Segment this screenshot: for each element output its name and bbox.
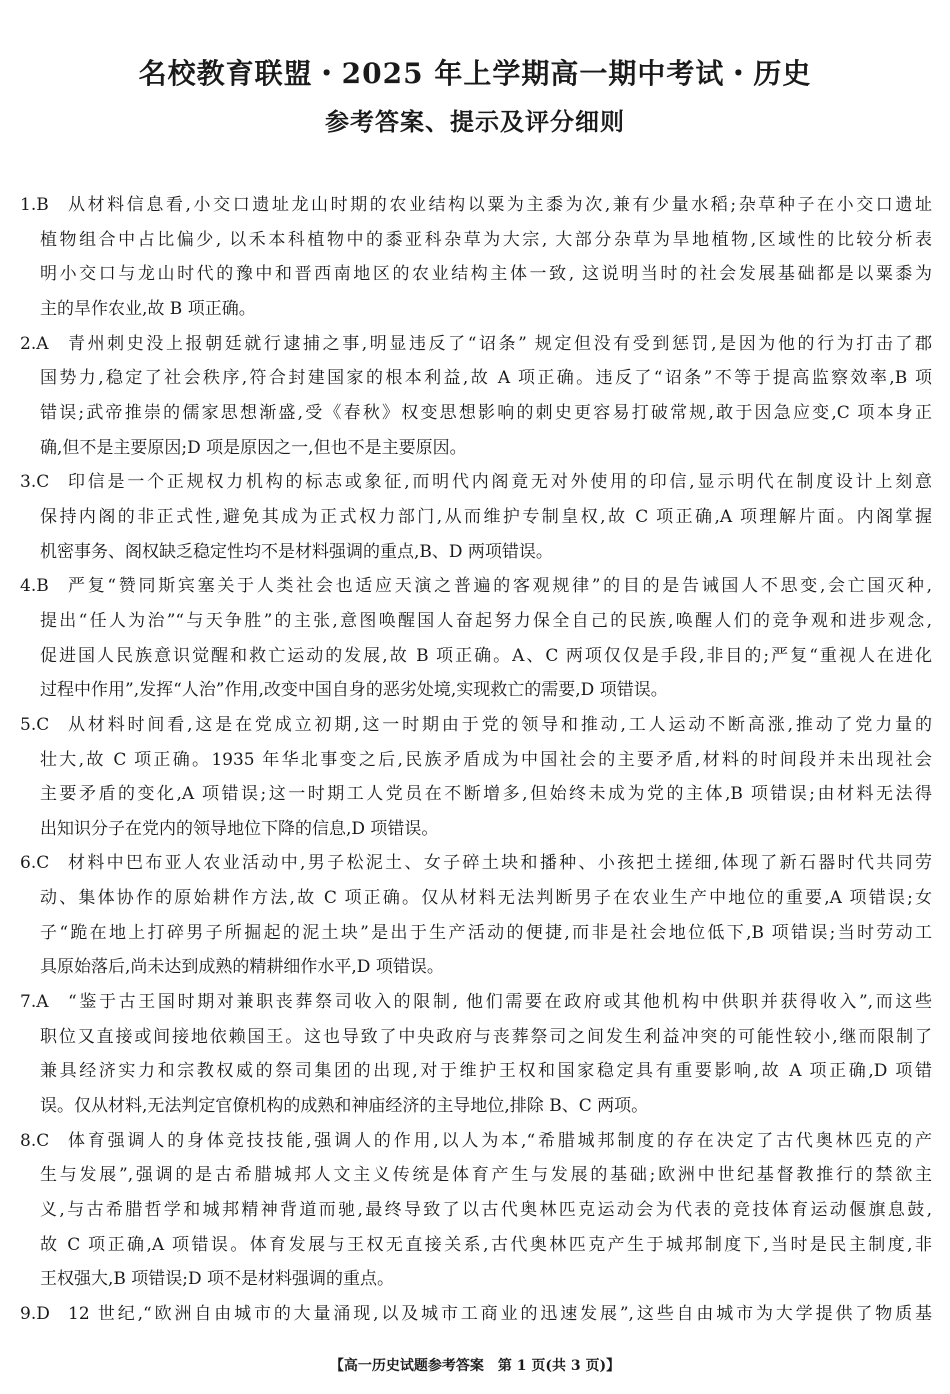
answer-item xyxy=(20,569,932,708)
answer-item xyxy=(20,1297,932,1332)
answer-line xyxy=(20,361,932,396)
answer-line xyxy=(20,1089,932,1124)
answer-text: 具原始落后,尚未达到成熟的精耕细作水平,D 项错误。 xyxy=(40,957,444,978)
answer-line xyxy=(20,1228,932,1263)
answer-item xyxy=(20,465,932,569)
answer-text: 主的旱作农业,故 B 项正确。 xyxy=(40,298,256,319)
answer-line xyxy=(20,292,932,327)
answer-item xyxy=(20,188,932,327)
answer-line xyxy=(20,743,932,778)
answer-text: 职位又直接或间接地依赖国王。这也导致了中央政府与丧葬祭司之间发生利益冲突的可能性较小,继而限制了 xyxy=(40,1026,932,1047)
answer-line xyxy=(20,673,932,708)
answer-text: 误。仅从材料,无法判定官僚机构的成熟和神庙经济的主导地位,排除 B、C 两项。 xyxy=(40,1096,649,1117)
answer-line xyxy=(20,950,932,985)
answer-line xyxy=(20,223,932,258)
answer-text: 明小交口与龙山时代的豫中和晋西南地区的农业结构主体一致, 这说明当时的社会发展基础都是以粟黍为 xyxy=(40,264,932,285)
answer-line xyxy=(20,812,932,847)
answer-text: 从材料时间看,这是在党成立初期,这一时期由于党的领导和推动,工人运动不断高涨,推动了党力量的 xyxy=(68,714,932,735)
answer-line xyxy=(20,1193,932,1228)
document-subtitle: 参考答案、提示及评分细则 xyxy=(325,107,625,136)
answer-line xyxy=(20,1262,932,1297)
answer-line xyxy=(20,431,932,466)
answer-text: 从材料信息看,小交口遗址龙山时期的农业结构以粟为主黍为次,兼有少量水稻;杂草种子在小交口遗址 xyxy=(68,195,932,215)
answer-text: 出知识分子在党内的领导地位下降的信息,D 项错误。 xyxy=(40,818,439,839)
answer-text: 材料中巴布亚人农业活动中,男子松泥土、女子碎土块和播种、小孩把土搓细,体现了新石器时代共同劳 xyxy=(68,853,932,874)
answer-line xyxy=(20,465,932,500)
answer-text: 保持内阁的非正式性,避免其成为正式权力部门,从而维护专制皇权,故 C 项正确,A 项理解片面。内阁掌握 xyxy=(40,506,932,527)
answer-line xyxy=(20,188,932,223)
answer-text: 提出“任人为治”“与天争胜”的主张,意图唤醒国人奋起努力保全自己的民族,唤醒人们的竞争观和进步观念, xyxy=(40,610,932,631)
answer-text: 王权强大,B 项错误;D 项不是材料强调的重点。 xyxy=(40,1269,395,1290)
answer-line xyxy=(20,846,932,881)
answer-text: 植物组合中占比偏少, 以禾本科植物中的黍亚科杂草为大宗, 大部分杂草为旱地植物,区域性的比较分析表 xyxy=(40,229,932,250)
answer-label: 2.A xyxy=(20,333,49,354)
page-footer: 【高一历史试题参考答案 第 1 页(共 3 页)】 xyxy=(329,1358,621,1374)
answer-text: 国势力,稳定了社会秩序,符合封建国家的根本利益,故 A 项正确。违反了“诏条”不等于提高监察效率,B 项 xyxy=(40,368,932,389)
answer-label: 7.A xyxy=(20,992,49,1013)
answer-label: 9.D xyxy=(20,1304,50,1324)
answer-line xyxy=(20,1020,932,1055)
document-title: 名校教育联盟・2025 年上学期高一期中考试・历史 xyxy=(138,57,812,90)
answer-label: 3.C xyxy=(20,472,50,493)
answer-text: 青州刺史没上报朝廷就行逮捕之事,明显违反了“诏条” 规定但没有受到惩罚,是因为他的行为打击了郡 xyxy=(68,333,932,354)
answer-label: 6.C xyxy=(20,853,50,874)
answer-line xyxy=(20,985,932,1020)
answer-text: 生与发展”,强调的是古希腊城邦人文主义传统是体育产生与发展的基础;欧洲中世纪基督教推行的禁欲主 xyxy=(40,1165,932,1186)
answer-text: 促进国人民族意识觉醒和救亡运动的发展,故 B 项正确。A、C 两项仅仅是手段,非目的;严复“重视人在进化 xyxy=(40,645,932,666)
answer-line xyxy=(20,639,932,674)
answer-text: 过程中作用”,发挥“人治”作用,改变中国自身的恶劣处境,实现救亡的需要,D 项错误。 xyxy=(40,680,668,701)
answer-line xyxy=(20,569,932,604)
answer-item xyxy=(20,846,932,985)
answer-text: 故 C 项正确,A 项错误。体育发展与王权无直接关系,古代奥林匹克产生于城邦制度下,当时是民主制度,非 xyxy=(40,1234,932,1255)
answer-text: 印信是一个正规权力机构的标志或象征,而明代内阁竟无对外使用的印信,显示明代在制度设计上刻意 xyxy=(68,472,932,493)
answer-line xyxy=(20,327,932,362)
answer-line xyxy=(20,1297,932,1332)
answer-line xyxy=(20,881,932,916)
answer-line xyxy=(20,604,932,639)
answer-label: 8.C xyxy=(20,1130,50,1151)
answer-line xyxy=(20,777,932,812)
answer-line xyxy=(20,396,932,431)
answer-text: 体育强调人的身体竞技技能,强调人的作用,以人为本,“希腊城邦制度的存在决定了古代奥林匹克的产 xyxy=(68,1130,932,1151)
answer-text: 错误;武帝推崇的儒家思想渐盛,受《春秋》权变思想影响的刺史更容易打破常规,敢于因急应变,C 项本身正 xyxy=(40,402,932,423)
answer-line xyxy=(20,535,932,570)
answer-item xyxy=(20,327,932,466)
answer-text: 严复“赞同斯宾塞关于人类社会也适应天演之普遍的客观规律”的目的是告诫国人不思变,会亡国灭种, xyxy=(68,576,932,597)
answer-text: 确,但不是主要原因;D 项是原因之一,但也不是主要原因。 xyxy=(40,437,467,458)
answer-label: 5.C xyxy=(20,714,50,735)
answer-text: 子“跪在地上打碎男子所掘起的泥土块”是出于生产活动的便捷,而非是社会地位低下,B 项错误;当时劳动工 xyxy=(40,922,932,943)
answer-text: 主要矛盾的变化,A 项错误;这一时期工人党员在不断增多,但始终未成为党的主体,B 项错误;由材料无法得 xyxy=(40,784,932,805)
answer-line xyxy=(20,257,932,292)
answer-item xyxy=(20,1124,932,1297)
answer-line xyxy=(20,708,932,743)
answer-list xyxy=(20,188,932,1332)
answer-text: 兼具经济实力和宗教权威的祭司集团的出现,对于维护王权和国家稳定具有重要影响,故 A 项正确,D 项错 xyxy=(40,1061,932,1082)
answer-text: 12 世纪,“欧洲自由城市的大量涌现,以及城市工商业的迅速发展”,这些自由城市为大学提供了物质基 xyxy=(68,1304,932,1324)
answer-line xyxy=(20,1054,932,1089)
answer-line xyxy=(20,1124,932,1159)
answer-line xyxy=(20,916,932,951)
answer-line xyxy=(20,1158,932,1193)
answer-text: “鉴于古王国时期对兼职丧葬祭司收入的限制, 他们需要在政府或其他机构中供职并获得收入”,而这些 xyxy=(68,992,932,1013)
answer-item xyxy=(20,985,932,1124)
answer-text: 壮大,故 C 项正确。1935 年华北事变之后,民族矛盾成为中国社会的主要矛盾,材料的时间段并未出现社会 xyxy=(40,749,932,770)
answer-text: 义,与古希腊哲学和城邦精神背道而驰,最终导致了以古代奥林匹克运动会为代表的竞技体育运动偃旗息鼓, xyxy=(40,1200,932,1221)
answer-line xyxy=(20,500,932,535)
answer-label: 1.B xyxy=(20,195,49,215)
answer-label: 4.B xyxy=(20,576,49,597)
answer-item xyxy=(20,708,932,847)
answer-text: 机密事务、阁权缺乏稳定性均不是材料强调的重点,B、D 两项错误。 xyxy=(40,541,553,562)
answer-text: 动、集体协作的原始耕作方法,故 C 项正确。仅从材料无法判断男子在农业生产中地位的重要,A 项错误;女 xyxy=(40,888,932,909)
